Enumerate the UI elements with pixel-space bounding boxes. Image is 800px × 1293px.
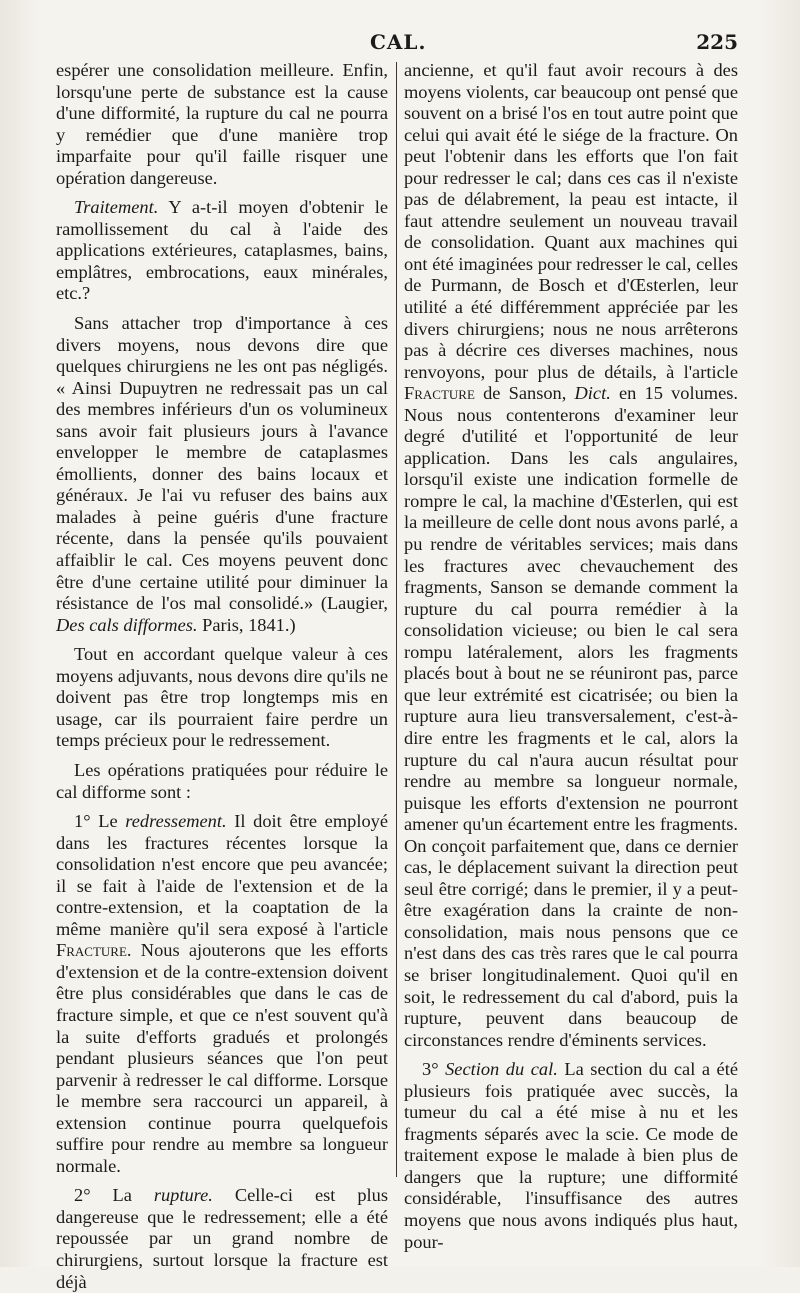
cross-reference: Fracture: [404, 383, 475, 404]
page-header: [0, 30, 800, 60]
paragraph: Tout en accordant quelque valeur à ces moyens adjuvants, nous devons dire qu'ils ne doivent pas être trop longtemps mis en usage, car ils pourraient faire perdre un temps précieux pour le redressement.: [56, 644, 388, 751]
right-column: [404, 60, 738, 1253]
paragraph-traitement: Traitement. Y a-t-il moyen d'obtenir le ramollissement du cal à l'aide des applications extérieures, cataplasmes, bains, emplâtres, embrocations, eaux minérales, etc.?: [56, 197, 388, 304]
paragraph: espérer une consolidation meilleure. Enfin, lorsqu'une perte de substance est la cause d'une difformité, la rupture du cal ne pourra y remédier que d'une manière trop imparfaite pour qu'il faille risquer une opération dangereuse.: [56, 60, 388, 188]
paragraph-section-du-cal: 3° Section du cal. La section du cal a été plusieurs fois pratiquée avec succès, la tumeur du cal a été mise à nu et les fragments séparés avec la scie. Ce mode de traitement expose le malade à bien plus de dangers que la rupture; une difformité considérable, l'insuffisance des autres moyens que nous avons indiqués plus haut, pour-: [404, 1059, 738, 1252]
left-column: [56, 60, 388, 1293]
section-label: Section du cal.: [445, 1059, 558, 1080]
paragraph: Les opérations pratiquées pour réduire le cal difforme sont :: [56, 759, 388, 802]
section-label: Traitement.: [74, 197, 159, 218]
column-divider: [396, 62, 397, 1177]
section-label: redressement.: [125, 811, 227, 832]
paragraph-redressement: 1° Le redressement. Il doit être employé dans les fractures récentes lorsque la consolidation n'est encore que peu avancée; il se fait à l'aide de l'extension et de la contre-extension, et la coaptation de la même manière qu'il sera exposé à l'article Fracture. Nous ajouterons que les efforts d'extension et de la contre-extension doivent être plus considérables que dans le cas de fracture simple, et que ce n'est souvent qu'à la suite d'efforts gradués et prolongés pendant plusieurs séances que l'on peut parvenir à redresser le cal difforme. Lorsque le membre sera raccourci un appareil, à extension continue pourra quelquefois suffire pour rendre au membre sa longueur normale.: [56, 811, 388, 1176]
paragraph-continued: ancienne, et qu'il faut avoir recours à des moyens violents, car beaucoup ont pensé que souvent on a brisé l'os en tout autre point que celui qui avait été le siége de la fracture. On peut l'obtenir dans les efforts que l'on fait pour redresser le cal; dans ces cas il n'existe pas de délabrement, la peau est intacte, il faut attendre seulement un nouveau travail de consolidation. Quant aux machines qui ont été imaginées pour redresser le cal, celles de Purmann, de Bosch et d'Œsterlen, leur utilité a été différemment appréciée par les divers chirurgiens; nous ne nous arrêterons pas à décrire ces diverses machines, nous renvoyons, pour plus de détails, à l'article Fracture de Sanson, Dict. en 15 volumes. Nous nous contenterons d'examiner leur degré d'utilité et l'opportunité de leur application. Dans les cals angulaires, lorsqu'il existe une indication formelle de rompre le cal, la machine d'Œsterlen, qui est la meilleure de celle dont nous avons parlé, a pu rendre de véritables services; mais dans les fractures avec chevauchement des fragments, Sanson se demande comment la rupture du cal pourra remédier à la consolidation vicieuse; ou bien le cal sera rompu latéralement, alors les fragments placés bout à bout ne se réuniront pas, parce que leur extrémité est cicatrisée; ou bien la rupture aura lieu transversalement, c'est-à-dire entre les fragments et le cal, alors la rupture du cal n'aura aucun résultat pour rendre au membre sa longueur normale, puisque les efforts d'extension ne pourront amener qu'un écartement entre les fragments. On conçoit parfaitement que, dans ce dernier cas, le déplacement suivant la direction peut seul être corrigé; dans le premier, il y a peut-être exagération dans la crainte de non-consolidation, mais nous pensons que ce n'est dans des cas très rares que le cal pourra se briser longitudinalement. Quoi qu'il en soit, le redressement du cal d'abord, puis la rupture, peuvent dans beaucoup de circonstances rendre d'éminents services.: [404, 60, 738, 1050]
paragraph-rupture: 2° La rupture. Celle-ci est plus dangereuse que le redressement; elle a été repoussée par un grand nombre de chirurgiens, surtout lorsque la fracture est déjà: [56, 1185, 388, 1292]
section-label: rupture.: [153, 1185, 213, 1206]
cross-reference: Fracture: [56, 940, 127, 961]
citation-title: Des cals difformes.: [56, 614, 198, 635]
running-title: CAL.: [370, 30, 427, 54]
paragraph-quote: Sans attacher trop d'importance à ces divers moyens, nous devons dire que quelques chirurgiens ne les ont pas négligés. « Ainsi Dupuytren ne redressait pas un cal des membres inférieurs d'un os volumineux sans avoir fait plusieurs jours à l'avance envelopper le membre de cataplasmes émollients, donner des bains locaux et généraux. Je l'ai vu refuser des bains aux malades à peine guéris d'une fracture récente, dans la pensée qu'ils pouvaient affaiblir le cal. Ces moyens peuvent donc être d'une certaine utilité pour diminuer la résistance de l'os mal consolidé.» (Laugier, Des cals difformes. Paris, 1841.): [56, 313, 388, 635]
citation-title: Dict.: [574, 383, 611, 404]
page-number: 225: [696, 30, 738, 54]
